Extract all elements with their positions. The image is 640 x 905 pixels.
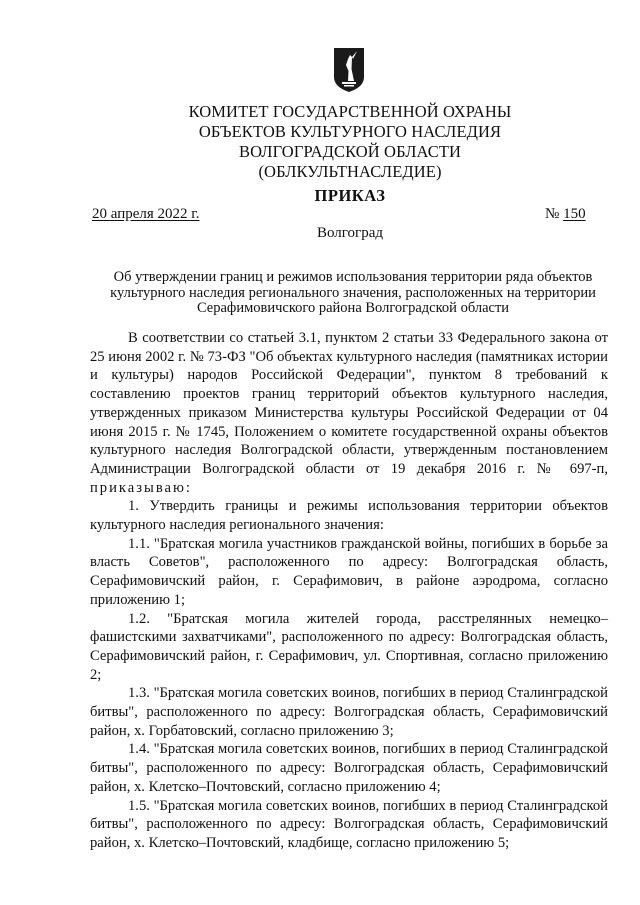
order-date: 20 апреля 2022 г. [92,206,200,222]
item-1-3: 1.3. "Братская могила советских воинов, погибших в период Сталинградской битвы", расположенного по адресу: Волгоградская область, Серафимовичский район, х. Горбатовский, согласно приложению 3; [90,685,608,739]
item-1-2: 1.2. "Братская могила жителей города, расстрелянных немецко–фашистскими захватчиками", расположенного по адресу: Волгоградская область, Серафимовичский район, г. Серафимович, ул. Спортивная, согласно приложению 2; [90,610,608,683]
preamble-paragraph [90,329,608,497]
order-number-value: 150 [563,206,586,222]
subject-line: Об утверждении границ и режимов использования территории ряда объектов [113,269,593,285]
item-1-1: 1.1. "Братская могила участников гражданской войны, погибших в борьбе за власть Советов", расположенного по адресу: Волгоградская область, Серафимовичский район, г. Серафимович, в районе аэродрома, согласно приложению 1; [90,535,608,608]
org-line: (ОБЛКУЛЬТНАСЛЕДИЕ) [258,162,442,181]
order-body [90,329,608,853]
order-number [545,206,586,223]
subject-line: Серафимовичского района Волгоградской области [196,300,510,316]
preamble-text: В соответствии со статьей 3.1, пунктом 2 статьи 33 Федерального закона от 25 июня 2002 г. № 73-ФЗ "Об объектах культурного наследия (памятниках истории и культуры) народов Российской Федерации", пунктом 8 требований к составлению проектов границ территорий объектов культурного наследия, утвержденных приказом Министерства культуры Российской Федерации от 04 июня 2015 г. № 1745, Положением о комитете государственной охраны объектов культурного наследия Волгоградской области, утвержденным постановлением Администрации Волгоградской области от 19 декабря 2016 г. № 697-п, [90,330,608,477]
order-subject [88,270,618,317]
order-number-label: № [545,206,560,222]
prikazyvayu-text: приказываю: [90,479,192,496]
volgograd-coat-of-arms-icon [333,47,365,93]
item-1-5: 1.5. "Братская могила советских воинов, погибших в период Сталинградской битвы", расположенного по адресу: Волгоградская область, Серафимовичский район, х. Клетско–Почтовский, кладбище, согласно приложению 5; [90,797,608,851]
order-title: ПРИКАЗ [314,186,386,205]
org-line: ОБЪЕКТОВ КУЛЬТУРНОГО НАСЛЕДИЯ [198,122,502,141]
organization-name [120,102,580,182]
order-city: Волгоград [316,225,383,241]
subject-line: культурного наследия регионального значения, расположенных на территории [110,284,596,301]
org-line: ВОЛГОГРАДСКОЙ ОБЛАСТИ [238,142,462,161]
item-1-4: 1.4. "Братская могила советских воинов, погибших в период Сталинградской битвы", расположенного по адресу: Волгоградская область, Серафимовичский район, х. Клетско–Почтовский, согласно приложению 4; [90,741,608,795]
org-line: КОМИТЕТ ГОСУДАРСТВЕННОЙ ОХРАНЫ [188,102,512,121]
item-1: 1. Утвердить границы и режимы использования территории объектов культурного наследия регионального значения: [90,498,608,534]
